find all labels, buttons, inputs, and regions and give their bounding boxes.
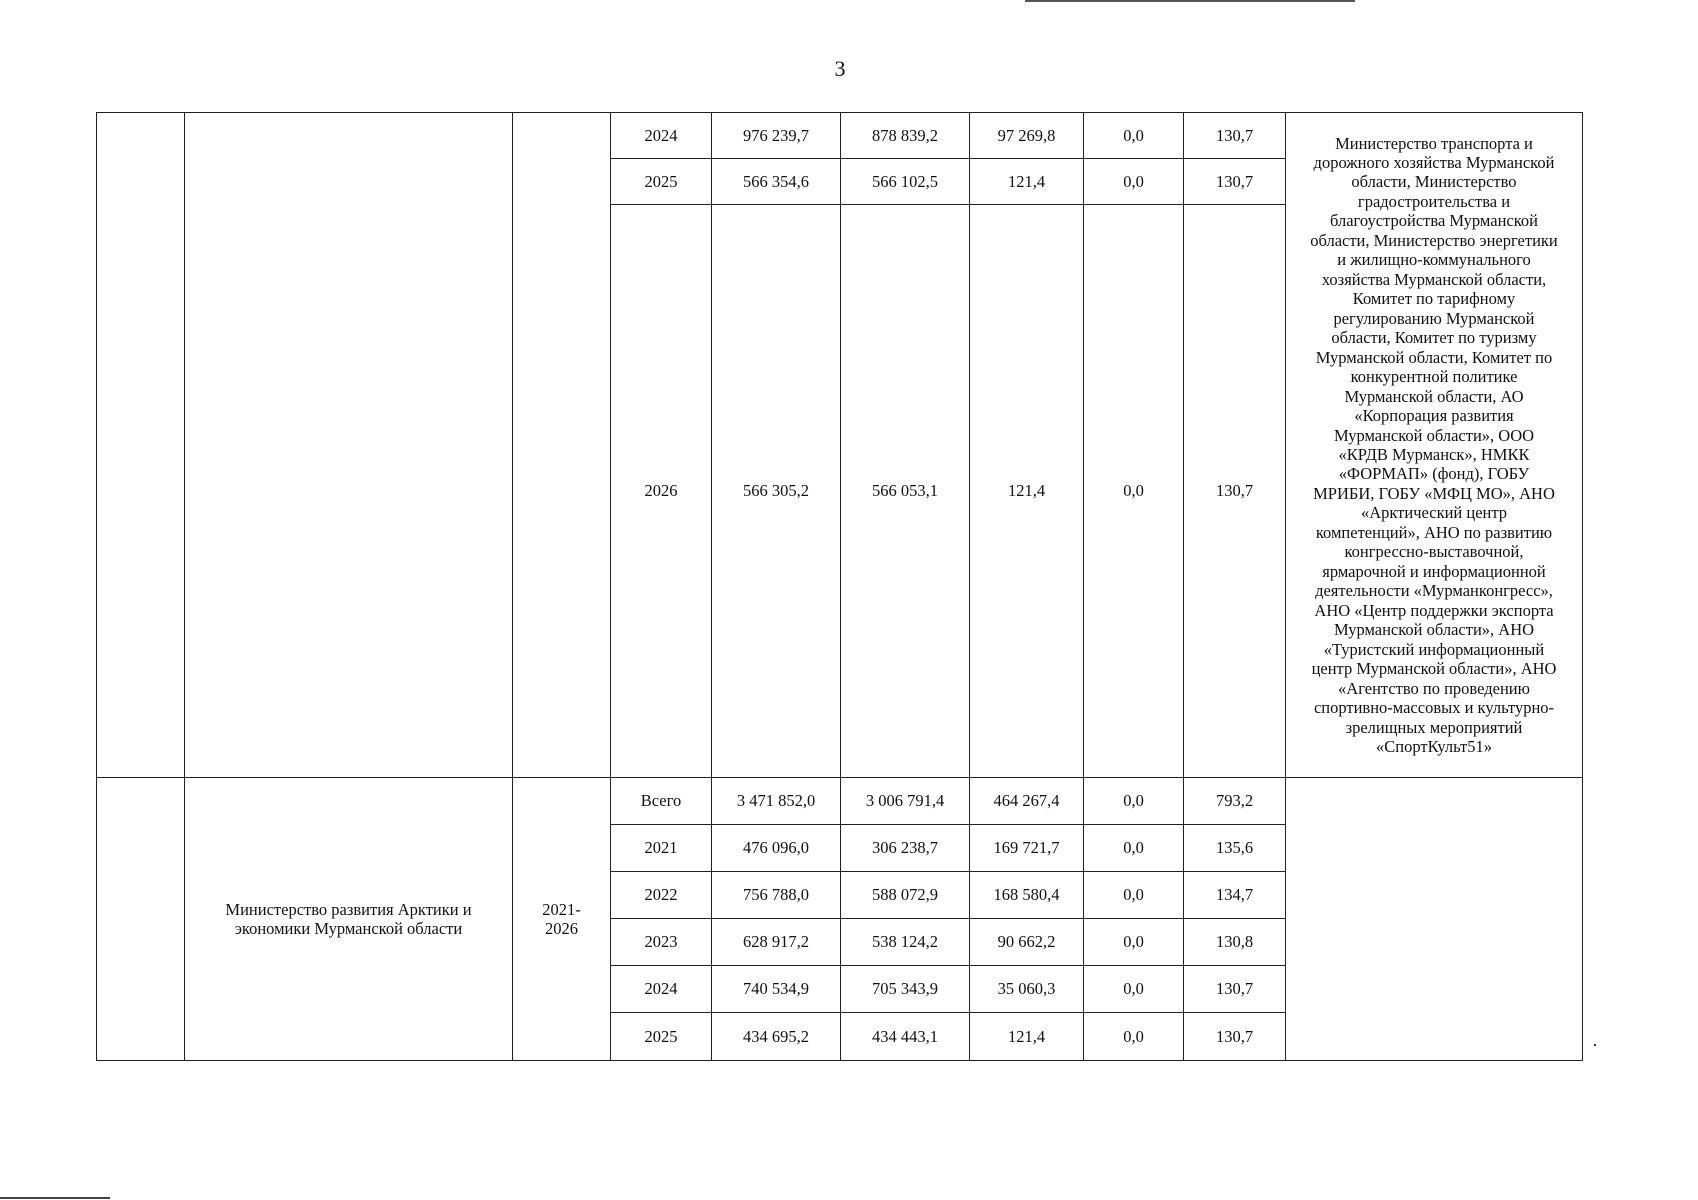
total-cell: 740 534,9 [712,966,841,1013]
total-cell: 3 471 852,0 [712,778,841,825]
value-cell: 793,2 [1184,778,1286,825]
value-cell: 0,0 [1084,825,1184,872]
year-cell: 2026 [611,205,712,778]
value-cell: 121,4 [970,205,1084,778]
value-cell: 0,0 [1084,113,1184,159]
value-cell: 169 721,7 [970,825,1084,872]
value-cell: 134,7 [1184,872,1286,919]
value-cell: 566 102,5 [841,159,970,205]
total-cell: 976 239,7 [712,113,841,159]
value-cell: 0,0 [1084,872,1184,919]
name-cell [185,113,513,778]
table-row [97,778,1583,825]
table-row [97,113,1583,159]
value-cell: 538 124,2 [841,919,970,966]
value-cell: 3 006 791,4 [841,778,970,825]
year-cell: 2024 [611,966,712,1013]
ministry-period: 2021- 2026 [513,778,611,1061]
total-cell: 628 917,2 [712,919,841,966]
value-cell: 130,8 [1184,919,1286,966]
number-cell [97,113,185,778]
value-cell: 130,7 [1184,205,1286,778]
value-cell: 121,4 [970,159,1084,205]
value-cell: 0,0 [1084,966,1184,1013]
value-cell: 0,0 [1084,205,1184,778]
total-cell: 566 305,2 [712,205,841,778]
value-cell: 464 267,4 [970,778,1084,825]
value-cell: 306 238,7 [841,825,970,872]
scan-artifact-line [0,1197,110,1199]
value-cell: 566 053,1 [841,205,970,778]
year-cell: 2023 [611,919,712,966]
value-cell: 130,7 [1184,113,1286,159]
value-cell: 0,0 [1084,778,1184,825]
value-cell: 878 839,2 [841,113,970,159]
ministry-name: Министерство развития Арктики и экономики Мурманской области [185,778,513,1061]
value-cell: 434 443,1 [841,1013,970,1061]
number-cell [97,778,185,1061]
scan-artifact-line [1025,0,1355,2]
value-cell: 35 060,3 [970,966,1084,1013]
value-cell: 97 269,8 [970,113,1084,159]
page-number: 3 [834,56,846,81]
value-cell: 588 072,9 [841,872,970,919]
value-cell: 168 580,4 [970,872,1084,919]
responsible-executors: Министерство транспорта и дорожного хозяйства Мурманской области, Министерство градостроительства и благоустройства Мурманской области, Министерство энергетики и жилищно-коммунального хозяйства Мурманской области, Комитет по тарифному регулированию Мурманской области, Комитет по туризму Мурманской области, Комитет по конкурентной политике Мурманской области, АО «Корпорация развития Мурманской области», ООО «КРДВ Мурманск», НМКК «ФОРМАП» (фонд), ГОБУ МРИБИ, ГОБУ «МФЦ МО», АНО «Арктический центр компетенций», АНО по развитию конгрессно-выставочной, ярмарочной и информационной деятельности «Мурманконгресс», АНО «Центр поддержки экспорта Мурманской области», АНО «Туристский информационный центр Мурманской области», АНО «Агентство по проведению спортивно-массовых и культурно- зрелищных мероприятий «СпортКульт51» [1286,113,1583,778]
scan-speck [1594,1044,1596,1046]
year-cell: Всего [611,778,712,825]
year-cell: 2025 [611,159,712,205]
value-cell: 0,0 [1084,919,1184,966]
total-cell: 476 096,0 [712,825,841,872]
value-cell: 130,7 [1184,966,1286,1013]
value-cell: 130,7 [1184,1013,1286,1061]
value-cell: 90 662,2 [970,919,1084,966]
value-cell: 0,0 [1084,1013,1184,1061]
value-cell: 130,7 [1184,159,1286,205]
year-cell: 2021 [611,825,712,872]
total-cell: 434 695,2 [712,1013,841,1061]
year-cell: 2022 [611,872,712,919]
responsible-executors-empty [1286,778,1583,1061]
value-cell: 705 343,9 [841,966,970,1013]
year-cell: 2025 [611,1013,712,1061]
value-cell: 121,4 [970,1013,1084,1061]
total-cell: 756 788,0 [712,872,841,919]
value-cell: 135,6 [1184,825,1286,872]
period-cell [513,113,611,778]
budget-table [96,112,1583,1061]
year-cell: 2024 [611,113,712,159]
value-cell: 0,0 [1084,159,1184,205]
total-cell: 566 354,6 [712,159,841,205]
